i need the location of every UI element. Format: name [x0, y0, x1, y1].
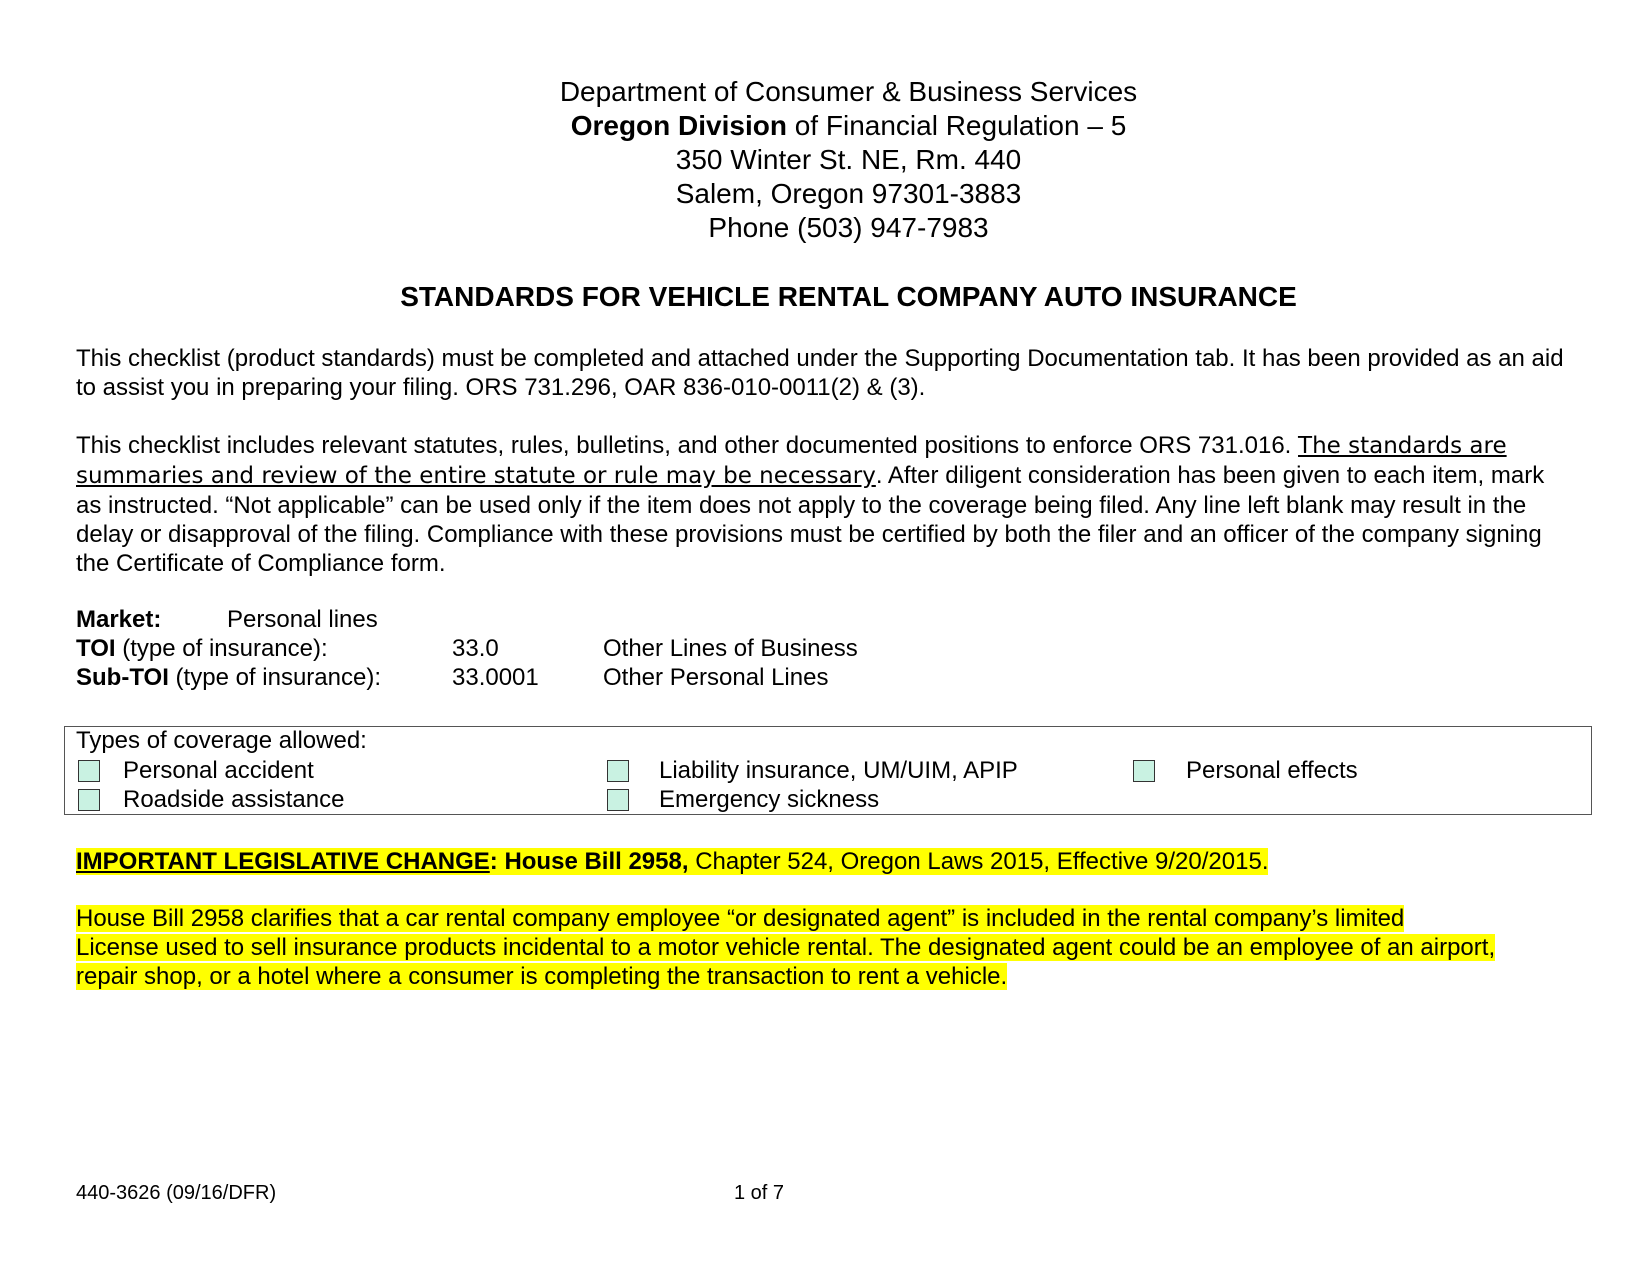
standards-underlined: The standards are summaries and review of the entire statute or rule may be necessary [76, 433, 1507, 489]
document-title: STANDARDS FOR VEHICLE RENTAL COMPANY AUTO INSURANCE [400, 281, 1297, 312]
checkbox-roadside-assistance[interactable] [78, 789, 100, 811]
checkbox-personal-accident[interactable] [78, 760, 100, 782]
intro-paragraph: This checklist (product standards) must be completed and attached under the Supporting Documentation tab. It has been provided as an aid to assist you in preparing your filing. ORS 731.296, OAR 836-010-0011(2) & (3). [76, 345, 1564, 401]
subtoi-label-rest: (type of insurance): [168, 664, 381, 691]
coverage-box [64, 726, 1592, 815]
market-value: Personal lines [227, 606, 378, 633]
standards-lead: This checklist includes relevant statutes, rules, bulletins, and other documented positions to enforce ORS 731.016. [76, 432, 1299, 459]
toi-row [76, 634, 976, 663]
coverage-heading: Types of coverage allowed: [76, 727, 367, 754]
page-number: 1 of 7 [734, 1182, 785, 1204]
checkbox-personal-effects[interactable] [1133, 760, 1155, 782]
toi-label-bold: TOI [76, 635, 116, 662]
legislative-body-line-1: House Bill 2958 clarifies that a car rental company employee “or designated agent” is included in the rental company’s limited [76, 905, 1405, 932]
street-address: 350 Winter St. NE, Rm. 440 [675, 144, 1022, 175]
legislative-body-line-3: repair shop, or a hotel where a consumer is completing the transaction to rent a vehicle. [76, 963, 1008, 990]
toi-description: Other Lines of Business [603, 635, 858, 662]
phone-number: Phone (503) 947-7983 [708, 212, 989, 243]
coverage-label-personal-accident: Personal accident [123, 757, 314, 784]
subtoi-description: Other Personal Lines [603, 664, 829, 691]
checkbox-emergency-sickness[interactable] [607, 789, 629, 811]
checkbox-liability-insurance[interactable] [607, 760, 629, 782]
city-state-zip: Salem, Oregon 97301-3883 [675, 178, 1022, 209]
department-name: Department of Consumer & Business Services [559, 76, 1138, 107]
legislative-body-line-2: License used to sell insurance products incidental to a motor vehicle rental. The designated agent could be an employee of an airport, [76, 934, 1496, 961]
market-label: Market: [76, 606, 162, 633]
subtoi-row [76, 663, 976, 692]
legislative-change-line [76, 847, 1268, 876]
toi-label-rest: (type of insurance): [115, 635, 328, 662]
coverage-label-liability-insurance: Liability insurance, UM/UIM, APIP [659, 757, 1018, 784]
form-number: 440-3626 (09/16/DFR) [76, 1182, 277, 1204]
coverage-label-emergency-sickness: Emergency sickness [659, 786, 880, 813]
legislative-change-label: IMPORTANT LEGISLATIVE CHANGE [76, 848, 490, 875]
standards-paragraph [76, 431, 1576, 578]
standards-rest: . After diligent consideration has been given to each item, mark as instructed. “Not applicable” can be used only if the item does not apply to the coverage being filed. Any line left blank may result in the delay or disapproval of the filing. Compliance with these provisions must be certified by both the filer and an officer of the company signing the Certificate of Compliance form. [76, 462, 1545, 577]
division-name-rest: of Financial Regulation – 5 [786, 110, 1127, 141]
division-name [0, 109, 1649, 143]
legislative-change-bill: : House Bill 2958, [489, 848, 689, 875]
legislative-change-detail: Chapter 524, Oregon Laws 2015, Effective 9/20/2015. [688, 848, 1269, 875]
subtoi-code: 33.0001 [452, 664, 539, 691]
coverage-label-roadside-assistance: Roadside assistance [123, 786, 345, 813]
toi-code: 33.0 [452, 635, 499, 662]
coverage-label-personal-effects: Personal effects [1186, 757, 1358, 784]
division-name-bold: Oregon Division [570, 110, 787, 141]
market-row [76, 605, 378, 634]
subtoi-label-bold: Sub-TOI [76, 664, 169, 691]
